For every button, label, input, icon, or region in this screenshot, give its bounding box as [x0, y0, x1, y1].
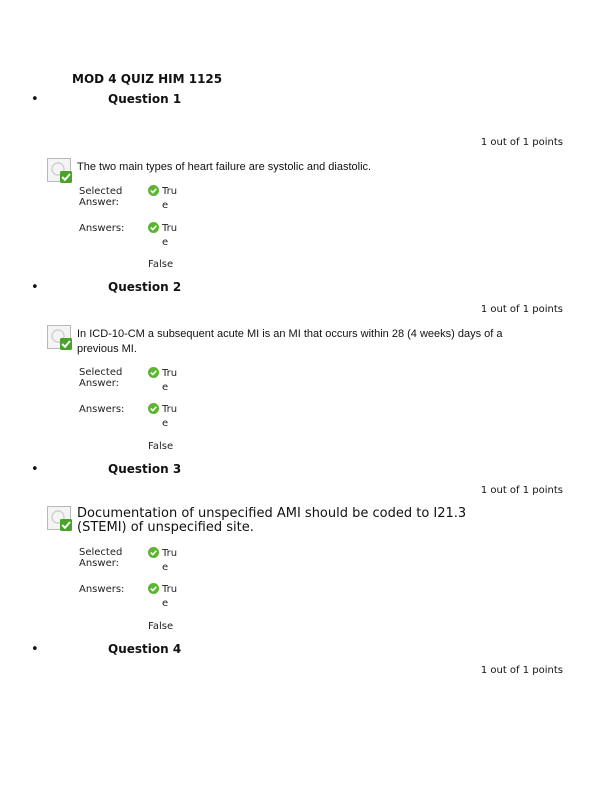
selected-answer-label: Selected Answer: — [79, 186, 123, 208]
question-3-points: 1 out of 1 points — [480, 485, 563, 496]
check-icon — [148, 547, 159, 558]
question-4-header — [0, 643, 612, 661]
answer-option-true: True — [148, 583, 178, 611]
answers-label: Answers: — [79, 584, 125, 595]
answer-option-false: False — [148, 259, 174, 270]
question-4-points: 1 out of 1 points — [480, 665, 563, 676]
question-label: Question 2 — [108, 280, 182, 294]
answer-option-false: False — [148, 441, 174, 452]
question-2-text: In ICD-10-CM a subsequent acute MI is an MI that occurs within 28 (4 weeks) days of a previous MI. — [77, 328, 503, 355]
answer-option-false: False — [148, 621, 174, 632]
document-title: MOD 4 QUIZ HIM 1125 — [72, 72, 223, 86]
bullet: • — [31, 280, 39, 295]
answer-option-true: True — [148, 403, 178, 431]
question-2-points: 1 out of 1 points — [480, 304, 563, 315]
check-icon — [148, 583, 159, 594]
question-1-text: The two main types of heart failure are systolic and diastolic. — [77, 161, 372, 173]
selected-answer-label: Selected Answer: — [79, 547, 123, 569]
question-label: Question 1 — [108, 92, 182, 106]
question-1-header — [0, 93, 612, 111]
bullet: • — [31, 642, 39, 657]
selected-answer-value: True — [148, 185, 178, 213]
question-2-header — [0, 281, 612, 299]
selected-answer-label: Selected Answer: — [79, 367, 123, 389]
answer-option-true: True — [148, 222, 178, 250]
correct-answer-icon — [47, 506, 73, 532]
answers-label: Answers: — [79, 404, 125, 415]
question-3-text: Documentation of unspecified AMI should be coded to I21.3 (STEMI) of unspecified site. — [77, 506, 467, 535]
question-label: Question 3 — [108, 462, 182, 476]
question-label: Question 4 — [108, 642, 182, 656]
correct-answer-icon — [47, 325, 73, 351]
selected-answer-value: True — [148, 367, 178, 395]
check-icon — [148, 367, 159, 378]
check-icon — [148, 222, 159, 233]
bullet: • — [31, 92, 39, 107]
correct-answer-icon — [47, 158, 73, 184]
question-3-header — [0, 463, 612, 481]
selected-answer-value: True — [148, 547, 178, 575]
answers-label: Answers: — [79, 223, 125, 234]
check-icon — [148, 185, 159, 196]
bullet: • — [31, 462, 39, 477]
question-1-points: 1 out of 1 points — [480, 137, 563, 148]
check-icon — [148, 403, 159, 414]
